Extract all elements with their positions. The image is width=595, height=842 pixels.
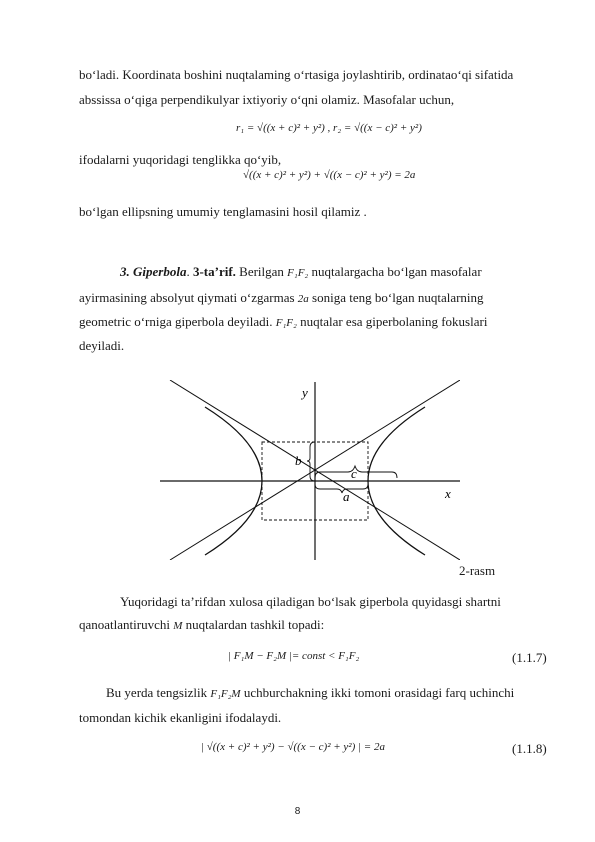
page-number: 8 [294,806,301,817]
text-line: Yuqoridagi ta’rifdan xulosa qiladigan bo‘lsak giperbola quyidasgi shartni [120,594,501,609]
text-span: nuqtalargacha bo‘lgan masofalar [308,264,482,279]
label-c: c [351,466,357,481]
section-title: 3. Giperbola [120,264,187,279]
text-span: uchburchakning ikki tomoni orasidagi farq uchinchi [240,685,515,700]
formula-ellipse: √((x + c)² + y²) + √((x − c)² + y²) = 2a [243,169,416,181]
label-a: a [343,489,350,504]
definition-line [120,264,482,281]
axis-label-x: x [445,486,451,501]
a-brace [315,484,368,493]
label-b: b [295,453,302,468]
formula-hyperbola-condition: | F₁M − F₂M |= const < F₁F₂ [228,650,360,662]
text-span: Berilgan [235,264,288,279]
equation-number: (1.1.8) [512,741,547,756]
text-line: bo‘lgan ellipsning umumiy tenglamasini hosil qilamiz . [79,204,367,219]
text-span: Bu yerda tengsizlik [106,685,211,700]
text-line [79,617,324,634]
text-span: ayirmasining absolyut qiymati o‘zgarmas [79,290,298,305]
section-title-sep: . [186,264,190,279]
text-line: deyiladi. [79,338,125,353]
text-span: nuqtalardan tashkil topadi: [182,617,325,632]
math-inline: F₁F₂ [287,267,309,279]
math-inline: M [173,620,183,632]
hyperbola-figure [160,380,460,560]
definition-line [79,314,487,331]
b-brace [307,442,315,481]
figure-caption: 2-rasm [459,563,496,578]
text-line: tomondan kichik ekanligini ifodalaydi. [79,710,282,725]
text-span: qanoatlantiruvchi [79,617,174,632]
math-inline: F₁F₂ [275,317,297,329]
text-line [106,685,514,702]
text-line: bo‘ladi. Koordinata boshini nuqtalaming o‘rtasiga joylashtirib, ordinatao‘qi sifatida [79,67,514,82]
formula-hyperbola-equation: | √((x + c)² + y²) − √((x − c)² + y²) | = 2a [201,741,385,753]
text-line: abssissa o‘qiga perpendikulyar ixtiyoriy o‘qni olamiz. Masofalar uchun, [79,92,455,107]
equation-number: (1.1.7) [512,650,547,665]
definition-line [79,290,484,307]
text-line: ifodalarni yuqoridagi tenglikka qo‘yib, [79,152,282,167]
definition-label: 3-ta’rif. [189,264,236,279]
math-inline: 2a [297,293,309,305]
math-inline: F₁F₂M [210,688,241,700]
text-span: geometric o‘rniga giperbola deyiladi. [79,314,276,329]
axis-label-y: y [302,385,308,400]
text-span: nuqtalar esa giperbolaning fokuslari [296,314,488,329]
formula-focal-distances: r₁ = √((x + c)² + y²) , r₂ = √((x − c)² + y²) [236,122,422,134]
text-span: soniga teng bo‘lgan nuqtalarning [308,290,484,305]
